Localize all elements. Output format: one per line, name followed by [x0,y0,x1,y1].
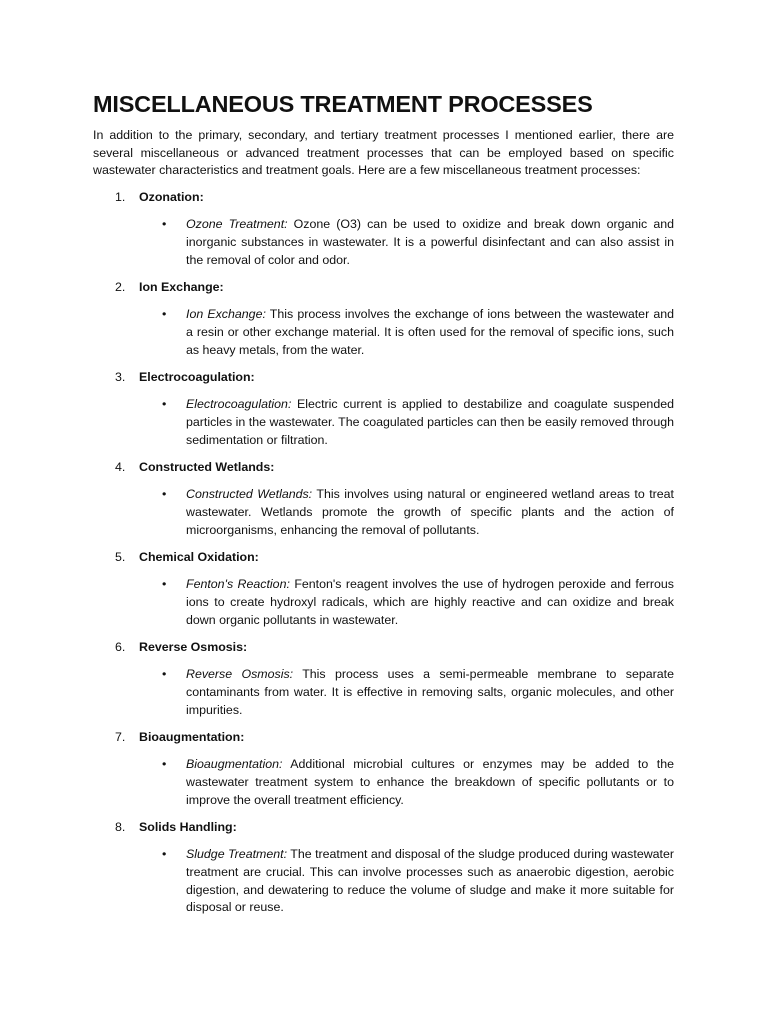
bullet-point [93,486,674,539]
list-item [93,189,674,269]
list-item-number: 5. [115,550,126,565]
list-item-heading [93,369,674,387]
bullet-term: Fenton's Reaction: [186,577,290,592]
list-item [93,729,674,809]
bullet-description: Electric current is applied to destabilize and coagulate suspended particles in the wastewater. The coagulated particles can then be easily removed through sedimentation or filtration. [186,397,674,447]
bullet-point [93,846,674,917]
list-item-number: 1. [115,190,126,205]
bullet-text [186,846,674,917]
bullet-icon: • [162,487,167,502]
bullet-text [186,666,674,719]
bullet-point [93,306,674,359]
list-item-heading [93,459,674,477]
list-item [93,459,674,539]
bullet-term: Electrocoagulation: [186,397,292,412]
list-item-heading [93,639,674,657]
bullet-term: Ozone Treatment: [186,217,288,232]
list-item-title: Chemical Oxidation: [139,550,259,565]
bullet-icon: • [162,217,167,232]
list-item-title: Reverse Osmosis: [139,640,248,655]
bullet-text [186,306,674,359]
bullet-point [93,216,674,269]
list-item-title: Electrocoagulation: [139,370,255,385]
bullet-term: Ion Exchange: [186,307,266,322]
bullet-icon: • [162,397,167,412]
list-item-number: 8. [115,820,126,834]
bullet-point [93,666,674,719]
bullet-point [93,396,674,449]
bullet-term: Sludge Treatment: [186,847,288,862]
intro-paragraph: In addition to the primary, secondary, and tertiary treatment processes I mentioned earlier, there are several miscellaneous or advanced treatment processes that can be employed based on specific wastewater characteristics and treatment goals. Here are a few miscellaneous treatment processes: [93,128,674,178]
document-title: MISCELLANEOUS TREATMENT PROCESSES [93,91,593,117]
bullet-description: This process involves the exchange of ions between the wastewater and a resin or other exchange material. It is often used for the removal of specific ions, such as heavy metals, from the water. [186,307,674,357]
list-item-heading [93,279,674,297]
list-item-title: Constructed Wetlands: [139,460,275,475]
bullet-term: Reverse Osmosis: [186,667,294,682]
list-item-number: 3. [115,370,126,385]
bullet-icon: • [162,667,167,682]
list-item-title: Solids Handling: [139,820,237,834]
bullet-description: This involves using natural or engineered wetland areas to treat wastewater. Wetlands promote the growth of specific plants and the action of microorganisms, enhancing the removal of pollutants. [186,487,674,537]
list-item-heading [93,729,674,747]
list-item-heading [93,189,674,207]
document-page [93,88,674,927]
bullet-icon: • [162,847,167,862]
list-item [93,279,674,359]
bullet-term: Bioaugmentation: [186,757,283,772]
bullet-term: Constructed Wetlands: [186,487,313,502]
list-item-heading [93,549,674,567]
bullet-description: Ozone (O3) can be used to oxidize and break down organic and inorganic substances in wastewater. It is a powerful disinfectant and can also assist in the removal of color and odor. [186,217,674,267]
bullet-point [93,756,674,809]
bullet-description: This process uses a semi-permeable membrane to separate contaminants from water. It is effective in removing salts, organic molecules, and other impurities. [186,667,674,717]
process-list [93,189,674,917]
list-item-number: 7. [115,730,126,745]
list-item [93,549,674,629]
bullet-point [93,576,674,629]
list-item-number: 2. [115,280,126,295]
list-item [93,819,674,917]
bullet-description: Fenton's reagent involves the use of hydrogen peroxide and ferrous ions to create hydroxyl radicals, which are highly reactive and can oxidize and break down organic pollutants in wastewater. [186,577,674,627]
list-item [93,639,674,719]
bullet-icon: • [162,757,167,772]
bullet-text [186,756,674,809]
bullet-description: The treatment and disposal of the sludge produced during wastewater treatment are crucial. This can involve processes such as anaerobic digestion, aerobic digestion, and dewatering to reduce the volume of sludge and make it more suitable for disposal or reuse. [186,847,675,915]
list-item [93,369,674,449]
list-item-heading [93,819,674,837]
bullet-text [186,576,674,629]
bullet-text [186,396,674,449]
list-item-number: 6. [115,640,126,655]
bullet-text [186,216,674,269]
list-item-number: 4. [115,460,126,475]
bullet-description: Additional microbial cultures or enzymes may be added to the wastewater treatment system to enhance the breakdown of specific pollutants or to improve the overall treatment efficiency. [186,757,674,807]
list-item-title: Ozonation: [139,190,204,205]
list-item-title: Ion Exchange: [139,280,224,295]
bullet-icon: • [162,577,167,592]
bullet-text [186,486,674,539]
bullet-icon: • [162,307,167,322]
list-item-title: Bioaugmentation: [139,730,245,745]
